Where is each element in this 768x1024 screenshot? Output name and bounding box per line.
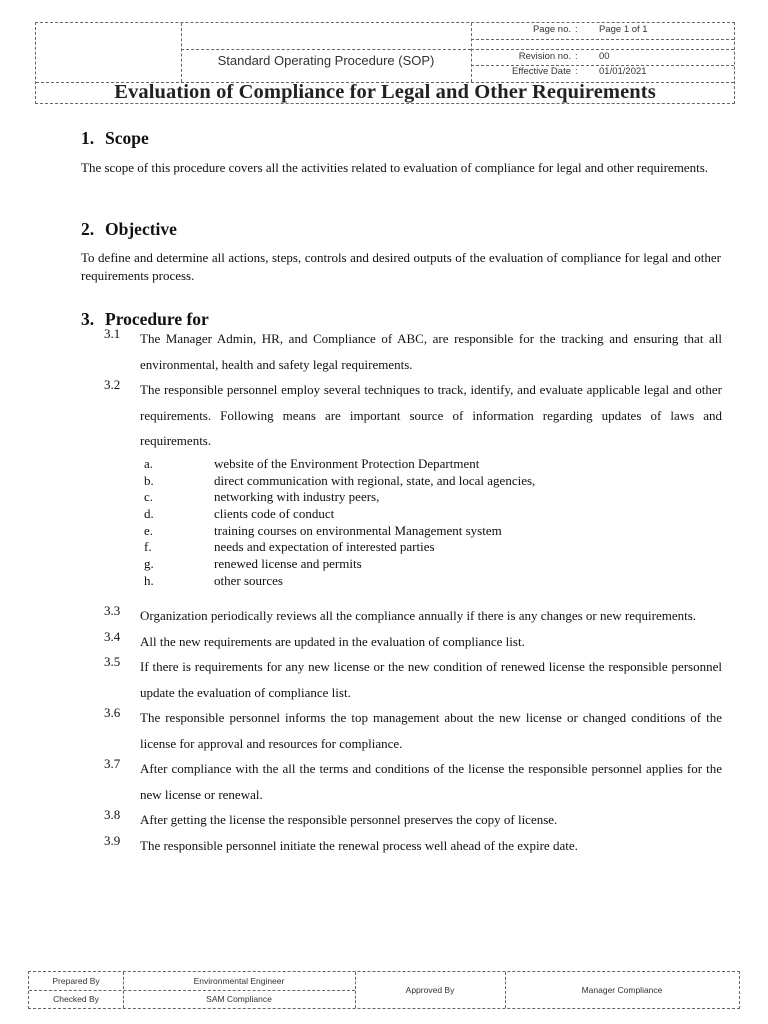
list-item: a. website of the Environment Protection Department — [144, 456, 480, 471]
page-no-value: Page 1 of 1 — [599, 24, 648, 35]
sources-list-wrap — [144, 456, 704, 590]
procedure-item — [104, 705, 722, 756]
procedure-item-text: The responsible personnel initiate the renewal process well ahead of the expire date. — [140, 837, 578, 853]
logo-cell — [36, 23, 182, 82]
procedure-item — [104, 326, 722, 377]
prepared-by-value: Environmental Engineer — [193, 976, 285, 986]
approved-by-value: Manager Compliance — [581, 985, 663, 995]
revision-colon: : — [575, 51, 578, 62]
procedure-item-number: 3.4 — [104, 628, 121, 644]
procedure-item-number: 3.2 — [104, 377, 121, 392]
page-no-row — [471, 24, 736, 38]
procedure-item-text: The responsible personnel employ several techniques to track, identify, and evaluate applicable legal and other requirements. Following means are important source of information regarding updates of laws and requirements. — [140, 382, 722, 448]
objective-number: 2. — [81, 219, 95, 239]
approval-footer — [28, 971, 740, 1009]
procedure-list-continued — [104, 603, 722, 858]
objective-title: Objective — [105, 219, 177, 239]
procedure-item-text: Organization periodically reviews all the compliance annually if there is any changes or new requirements. — [140, 608, 697, 623]
checked-by-label: Checked By — [53, 994, 99, 1004]
effective-date-colon: : — [575, 66, 578, 77]
document-title: Evaluation of Compliance for Legal and Other Requirements — [114, 81, 656, 103]
scope-heading — [81, 128, 149, 149]
scope-text: The scope of this procedure covers all the activities related to evaluation of compliance for legal and other requirements. — [81, 160, 709, 175]
objective-text: To define and determine all actions, steps, controls and desired outputs of the evaluation of compliance for legal and other requirements process. — [81, 250, 721, 283]
approved-by-label: Approved By — [405, 985, 455, 995]
procedure-item — [104, 833, 722, 859]
procedure-item — [104, 807, 722, 833]
effective-date-row — [471, 66, 736, 80]
scope-number: 1. — [81, 128, 95, 148]
objective-heading — [81, 219, 177, 240]
scope-title: Scope — [105, 128, 149, 148]
document-header — [35, 22, 735, 104]
procedure-list — [104, 326, 722, 454]
list-item: f. needs and expectation of interested parties — [144, 539, 435, 555]
procedure-item-text: All the new requirements are updated in the evaluation of compliance list. — [140, 633, 525, 649]
list-item: b. direct communication with regional, state, and local agencies, — [144, 472, 536, 488]
revision-value: 00 — [599, 51, 610, 62]
procedure-item-number: 3.9 — [104, 832, 121, 848]
sources-list — [144, 456, 704, 590]
procedure-item — [104, 377, 722, 454]
list-item: g. renewed license and permits — [144, 556, 362, 572]
list-item: c. networking with industry peers, — [144, 489, 380, 505]
procedure-title: Procedure for — [105, 309, 209, 329]
procedure-item-number: 3.5 — [104, 654, 121, 669]
effective-date-label: Effective Date — [512, 66, 571, 77]
page-no-colon: : — [575, 24, 578, 35]
procedure-item — [104, 603, 722, 629]
revision-label: Revision no. — [518, 51, 571, 62]
sop-label: Standard Operating Procedure (SOP) — [217, 53, 435, 68]
procedure-item-text: After getting the license the responsible personnel preserves the copy of license. — [140, 812, 558, 827]
procedure-item-text: After compliance with the all the terms and conditions of the license the responsible personnel applies for the new license or renewal. — [140, 761, 722, 802]
list-item: h. other sources — [144, 572, 283, 588]
procedure-number: 3. — [81, 309, 95, 329]
procedure-item-text: The Manager Admin, HR, and Compliance of ABC, are responsible for the tracking and ensuring that all environmental, health and safety legal requirements. — [140, 331, 722, 372]
procedure-item — [104, 629, 722, 655]
procedure-item-number: 3.8 — [104, 807, 121, 822]
procedure-item-number: 3.6 — [104, 705, 121, 720]
procedure-item-number: 3.1 — [104, 326, 121, 341]
procedure-item — [104, 654, 722, 705]
list-item: d. clients code of conduct — [144, 506, 335, 522]
page-no-label: Page no. — [532, 24, 571, 35]
procedure-item-number: 3.3 — [104, 603, 121, 618]
procedure-item-text: The responsible personnel informs the top management about the new license or changed conditions of the license for approval and resources for compliance. — [140, 710, 722, 751]
effective-date-value: 01/01/2021 — [599, 66, 647, 77]
procedure-item-text: If there is requirements for any new license or the new condition of renewed license the responsible personnel update the evaluation of compliance list. — [140, 659, 722, 700]
prepared-by-label: Prepared By — [52, 976, 100, 986]
revision-row — [471, 51, 736, 65]
list-item: e. training courses on environmental Management system — [144, 522, 502, 538]
checked-by-value: SAM Compliance — [206, 994, 272, 1004]
procedure-item — [104, 756, 722, 807]
procedure-item-number: 3.7 — [104, 756, 121, 771]
